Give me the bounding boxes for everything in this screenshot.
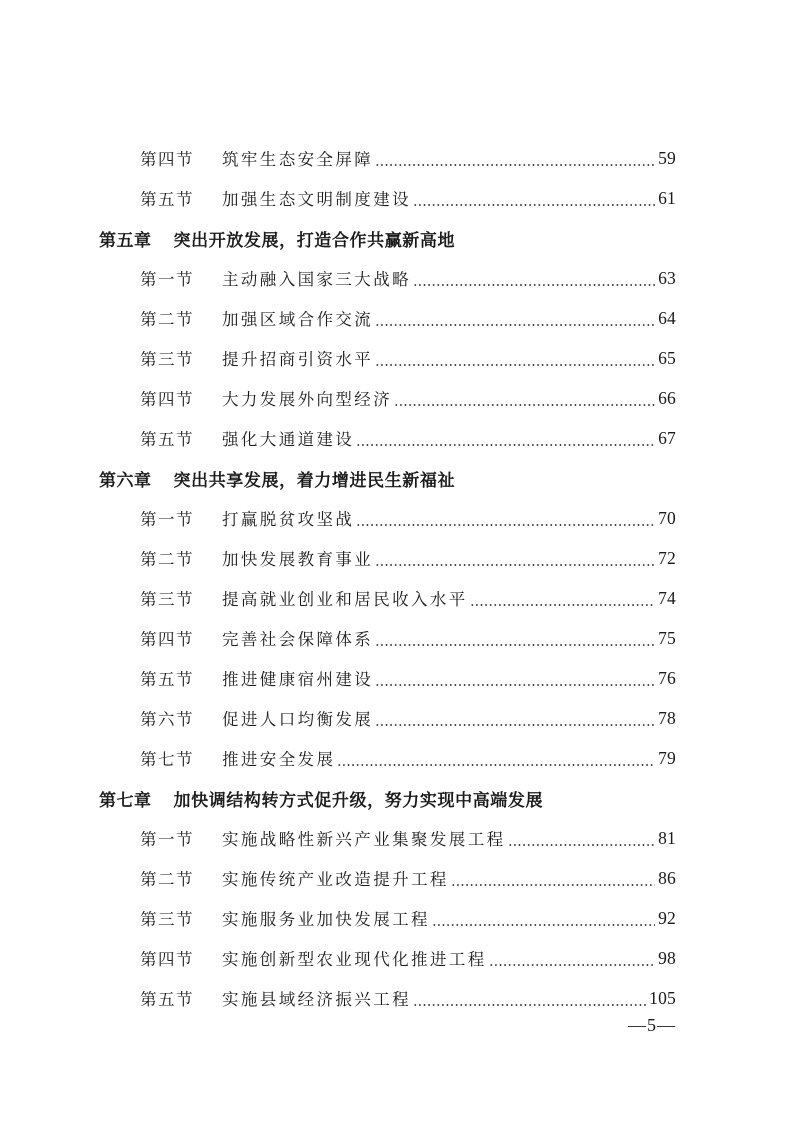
section-number: 第二节 <box>140 870 194 889</box>
section-number: 第一节 <box>140 830 194 849</box>
toc-section-row[interactable] <box>0 698 793 738</box>
page-number: 98 <box>658 947 676 968</box>
toc-chapter-row[interactable] <box>0 218 793 258</box>
toc-section-row[interactable] <box>0 538 793 578</box>
section-title: 推进健康宿州建设 <box>222 670 374 689</box>
chapter-number: 第七章 <box>99 790 152 811</box>
section-title: 打赢脱贫攻坚战 <box>222 510 355 529</box>
page-number: 61 <box>658 187 676 208</box>
toc-section-row[interactable] <box>0 818 793 858</box>
section-number: 第二节 <box>140 310 194 329</box>
toc-section-row[interactable] <box>0 298 793 338</box>
section-number: 第五节 <box>140 430 194 449</box>
section-number: 第四节 <box>140 390 194 409</box>
section-title: 加快发展教育事业 <box>222 550 374 569</box>
page-number: 74 <box>658 587 676 608</box>
dot-leader <box>375 164 655 166</box>
page-number: 79 <box>658 747 676 768</box>
dot-leader <box>413 204 655 206</box>
dot-leader <box>375 644 655 646</box>
section-number: 第三节 <box>140 350 194 369</box>
dot-leader <box>375 364 655 366</box>
section-title: 加强生态文明制度建设 <box>222 190 411 209</box>
dot-leader <box>356 524 655 526</box>
toc-section-row[interactable] <box>0 858 793 898</box>
section-number: 第一节 <box>140 270 194 289</box>
section-title: 完善社会保障体系 <box>222 630 374 649</box>
chapter-title: 加快调结构转方式促升级，努力实现中高端发展 <box>173 790 544 811</box>
page-number: 64 <box>658 307 676 328</box>
page-number: 76 <box>658 667 676 688</box>
dot-leader <box>375 324 655 326</box>
chapter-number: 第六章 <box>99 470 152 491</box>
section-title: 提高就业创业和居民收入水平 <box>222 590 468 609</box>
toc-section-row[interactable] <box>0 898 793 938</box>
page-number: 86 <box>658 867 676 888</box>
toc-section-row[interactable] <box>0 258 793 298</box>
page-number: 81 <box>658 827 676 848</box>
section-number: 第三节 <box>140 910 194 929</box>
section-number: 第五节 <box>140 190 194 209</box>
page-number: 105 <box>649 987 676 1008</box>
page-number: 63 <box>658 267 676 288</box>
page-number: 67 <box>658 427 676 448</box>
page-number: 75 <box>658 627 676 648</box>
section-number: 第五节 <box>140 670 194 689</box>
dot-leader <box>470 604 655 606</box>
dot-leader <box>375 724 655 726</box>
section-title: 提升招商引资水平 <box>222 350 374 369</box>
toc-chapter-row[interactable] <box>0 458 793 498</box>
page-number: 72 <box>658 547 676 568</box>
section-title: 加强区域合作交流 <box>222 310 374 329</box>
dot-leader <box>356 444 655 446</box>
section-number: 第六节 <box>140 710 194 729</box>
toc-section-row[interactable] <box>0 578 793 618</box>
section-title: 实施县域经济振兴工程 <box>222 990 411 1009</box>
page-number: 78 <box>658 707 676 728</box>
toc-section-row[interactable] <box>0 178 793 218</box>
section-number: 第四节 <box>140 950 194 969</box>
section-title: 主动融入国家三大战略 <box>222 270 411 289</box>
toc-section-row[interactable] <box>0 658 793 698</box>
section-number: 第五节 <box>140 990 194 1009</box>
section-number: 第三节 <box>140 590 194 609</box>
section-title: 强化大通道建设 <box>222 430 355 449</box>
toc-section-row[interactable] <box>0 338 793 378</box>
toc-section-row[interactable] <box>0 138 793 178</box>
table-of-contents <box>0 138 793 1018</box>
dot-leader <box>394 404 655 406</box>
section-number: 第一节 <box>140 510 194 529</box>
section-number: 第四节 <box>140 630 194 649</box>
dot-leader <box>375 684 655 686</box>
section-title: 实施传统产业改造提升工程 <box>222 870 449 889</box>
section-title: 筑牢生态安全屏障 <box>222 150 374 169</box>
toc-section-row[interactable] <box>0 498 793 538</box>
toc-section-row[interactable] <box>0 418 793 458</box>
dot-leader <box>432 924 655 926</box>
dot-leader <box>451 884 655 886</box>
dot-leader <box>337 764 655 766</box>
section-title: 推进安全发展 <box>222 750 336 769</box>
page-footer-number: —5— <box>628 1015 676 1035</box>
page-number: 66 <box>658 387 676 408</box>
section-title: 实施服务业加快发展工程 <box>222 910 430 929</box>
dot-leader <box>413 1004 646 1006</box>
toc-section-row[interactable] <box>0 378 793 418</box>
dot-leader <box>413 284 655 286</box>
page-number: 92 <box>658 907 676 928</box>
toc-chapter-row[interactable] <box>0 778 793 818</box>
dot-leader <box>375 564 655 566</box>
toc-section-row[interactable] <box>0 978 793 1018</box>
page-number: 70 <box>658 507 676 528</box>
section-number: 第二节 <box>140 550 194 569</box>
dot-leader <box>489 964 655 966</box>
chapter-title: 突出开放发展，打造合作共赢新高地 <box>173 230 456 251</box>
section-number: 第四节 <box>140 150 194 169</box>
section-title: 大力发展外向型经济 <box>222 390 393 409</box>
page-number: 65 <box>658 347 676 368</box>
section-number: 第七节 <box>140 750 194 769</box>
chapter-number: 第五章 <box>99 230 152 251</box>
page-number: 59 <box>658 147 676 168</box>
dot-leader <box>508 844 656 846</box>
toc-section-row[interactable] <box>0 618 793 658</box>
chapter-title: 突出共享发展，着力增进民生新福祉 <box>173 470 456 491</box>
toc-section-row[interactable] <box>0 738 793 778</box>
section-title: 实施创新型农业现代化推进工程 <box>222 950 487 969</box>
section-title: 促进人口均衡发展 <box>222 710 374 729</box>
section-title: 实施战略性新兴产业集聚发展工程 <box>222 830 506 849</box>
toc-section-row[interactable] <box>0 938 793 978</box>
